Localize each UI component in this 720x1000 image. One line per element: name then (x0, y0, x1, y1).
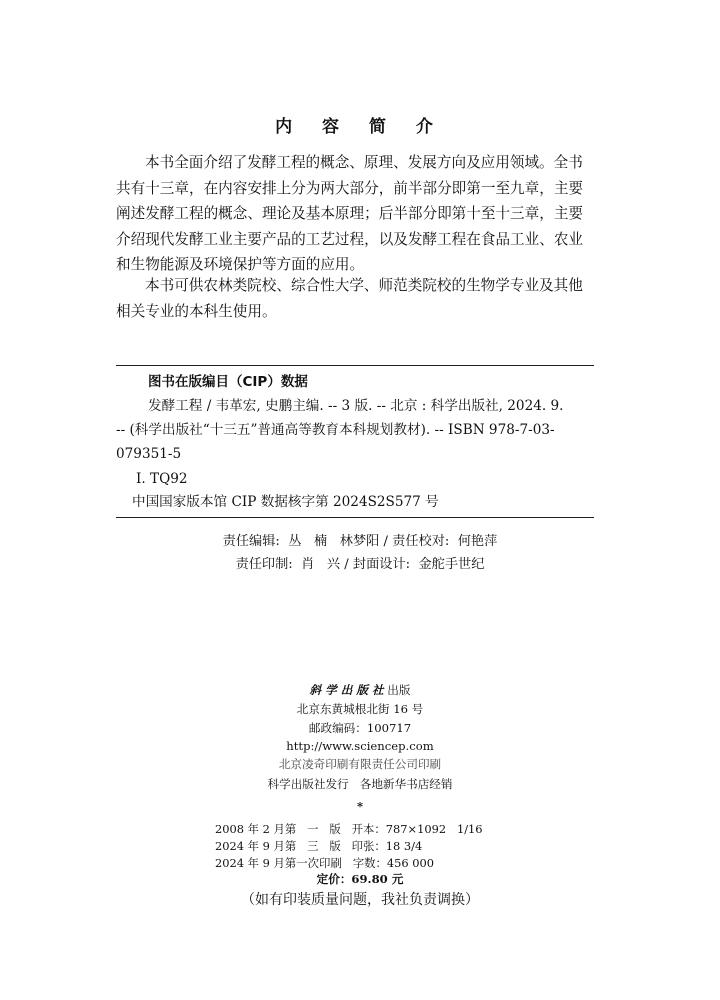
summary-paragraph-2 (116, 273, 594, 324)
cip-line: 079351-5 (116, 446, 182, 462)
summary-line: 介绍现代发酵工业主要产品的工艺过程，以及发酵工程在食品工业、农业 (116, 230, 584, 248)
price: 定价：69.80 元 (316, 872, 404, 886)
cip-top-rule (116, 365, 594, 366)
summary-title: 内 容 简 介 (275, 117, 445, 137)
quality-notice: （如有印装质量问题，我社负责调换） (241, 892, 479, 908)
publisher-url: http://www.sciencep.com (286, 739, 434, 753)
publisher-address: 北京东黄城根北街 16 号 (296, 702, 424, 716)
cip-record-number: 中国国家版本馆 CIP 数据核字第 2024S2S577 号 (132, 494, 439, 510)
edition-line: 2008 年 2 月第 一 版 开本：787×1092 1/16 (215, 822, 483, 836)
summary-line: 本书全面介绍了发酵工程的概念、原理、发展方向及应用领域。全书 (145, 154, 583, 171)
printer: 北京凌奇印刷有限责任公司印刷 (278, 757, 442, 771)
edition-line: 2024 年 9 月第 三 版 印张：18 3/4 (215, 839, 423, 853)
summary-line: 相关专业的本科生使用。 (116, 302, 277, 320)
cip-line: -- (科学出版社“十三五”普通高等教育本科规划教材). -- ISBN 978-7-03- (116, 422, 555, 438)
cip-classification: Ⅰ. TQ92 (136, 471, 188, 487)
cip-bottom-rule (116, 517, 594, 518)
summary-line: 和生物能源及环境保护等方面的应用。 (116, 256, 365, 273)
publisher-postcode: 邮政编码：100717 (308, 721, 412, 735)
summary-line: 阐述发酵工程的概念、理论及基本原理；后半部分即第十至十三章，主要 (116, 205, 584, 222)
separator-star: * (356, 799, 364, 813)
distribution: 科学出版社发行 各地新华书店经销 (267, 777, 453, 791)
cip-heading: 图书在版编目（CIP）数据 (148, 374, 308, 390)
editors-line: 责任编辑: 丛 楠 林梦阳 / 责任校对: 何艳萍 (222, 534, 498, 549)
publisher-name: 斜 学 出 版 社 出版 (309, 683, 411, 697)
production-line: 责任印制: 肖 兴 / 封面设计: 金舵手世纪 (235, 557, 485, 572)
summary-paragraph-1 (116, 150, 594, 278)
publisher-logo-text: 斜 学 出 版 社 (309, 683, 384, 697)
summary-line: 共有十三章，在内容安排上分为两大部分，前半部分即第一至九章，主要 (116, 179, 584, 197)
edition-line: 2024 年 9 月第一次印刷 字数：456 000 (215, 856, 434, 870)
summary-line: 本书可供农林类院校、综合性大学、师范类院校的生物学专业及其他 (145, 277, 583, 294)
cip-line: 发酵工程 / 韦革宏, 史鹏主编. -- 3 版. -- 北京 : 科学出版社, 2024. 9. (148, 398, 564, 414)
